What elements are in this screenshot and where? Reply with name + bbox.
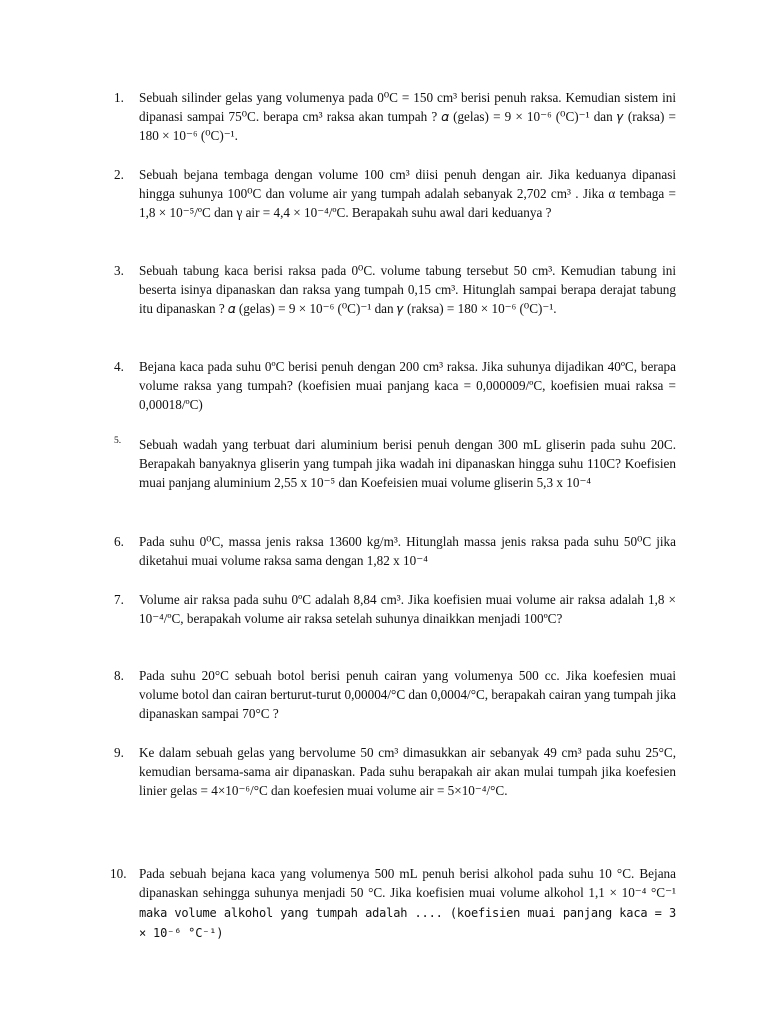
problem-6 bbox=[114, 532, 676, 570]
problem-4 bbox=[114, 357, 676, 414]
problem-9 bbox=[114, 743, 676, 800]
problem-number: 6. bbox=[114, 534, 124, 549]
problem-text: Sebuah silinder gelas yang volumenya pada 0⁰C = 150 cm³ berisi penuh raksa. Kemudian sistem ini dipanasi sampai 75⁰C. berapa cm³ raksa akan tumpah ? 𝛼 (gelas) = 9 × 10⁻⁶ (⁰C)⁻¹ dan 𝛾 (raksa) = 180 × 10⁻⁶ (⁰C)⁻¹. bbox=[139, 90, 676, 143]
problem-number: 3. bbox=[114, 263, 124, 278]
problem-text: Bejana kaca pada suhu 0ºC berisi penuh dengan 200 cm³ raksa. Jika suhunya dijadikan 40ºC, berapa volume raksa yang tumpah? (koefisien muai panjang kaca = 0,000009/ºC, koefisien muai raksa = 0,00018/ºC) bbox=[139, 359, 676, 412]
problem-text: Sebuah bejana tembaga dengan volume 100 cm³ diisi penuh dengan air. Jika keduanya dipanasi hingga suhunya 100⁰C dan volume air yang tumpah adalah sebanyak 2,702 cm³ . Jika α tembaga = 1,8 × 10⁻⁵/ºC dan γ air = 4,4 × 10⁻⁴/ºC. Berapakah suhu awal dari keduanya ? bbox=[139, 167, 676, 220]
problem-text: Volume air raksa pada suhu 0ºC adalah 8,84 cm³. Jika koefisien muai volume air raksa adalah 1,8 × 10⁻⁴/ºC, berapakah volume air raksa setelah suhunya dinaikkan menjadi 100ºC? bbox=[139, 592, 676, 626]
problem-2 bbox=[114, 165, 676, 222]
problem-8 bbox=[114, 666, 676, 723]
problem-text-tail: maka volume alkohol yang tumpah adalah .... (koefisien muai panjang kaca = 3 × 10⁻⁶ °C⁻¹) bbox=[139, 906, 676, 940]
problem-text: Sebuah wadah yang terbuat dari aluminium berisi penuh dengan 300 mL gliserin pada suhu 20C. Berapakah banyaknya gliserin yang tumpah jika wadah ini dipanaskan hingga suhu 110C? Koefisien muai panjang aluminium 2,55 x 10⁻⁵ dan Koefeisien muai volume gliserin 5,3 x 10⁻⁴ bbox=[139, 437, 676, 490]
problem-10 bbox=[110, 864, 676, 943]
problem-5 bbox=[114, 435, 676, 492]
problem-text bbox=[139, 864, 676, 943]
problem-number: 10. bbox=[110, 866, 127, 881]
problem-text: Sebuah tabung kaca berisi raksa pada 0⁰C. volume tabung tersebut 50 cm³. Kemudian tabung ini beserta isinya dipanaskan dan raksa yang tumpah 0,15 cm³. Hitunglah sampai berapa derajat tabung itu dipanaskan ? 𝛼 (gelas) = 9 × 10⁻⁶ (⁰C)⁻¹ dan 𝛾 (raksa) = 180 × 10⁻⁶ (⁰C)⁻¹. bbox=[139, 263, 676, 316]
problem-number: 5. bbox=[114, 436, 122, 446]
problem-number: 4. bbox=[114, 359, 124, 374]
problem-number: 8. bbox=[114, 668, 124, 683]
problem-7 bbox=[114, 590, 676, 628]
problem-text: Ke dalam sebuah gelas yang bervolume 50 cm³ dimasukkan air sebanyak 49 cm³ pada suhu 25°C, kemudian bersama-sama air dipanaskan. Pada suhu berapakah air akan mulai tumpah jika koefesien linier gelas = 4×10⁻⁶/°C dan koefesien muai volume air = 5×10⁻⁴/°C. bbox=[139, 745, 676, 798]
problem-number: 9. bbox=[114, 745, 124, 760]
problem-number: 1. bbox=[114, 90, 124, 105]
problem-text: Pada suhu 0⁰C, massa jenis raksa 13600 kg/m³. Hitunglah massa jenis raksa pada suhu 50⁰C jika diketahui muai volume raksa sama dengan 1,82 x 10⁻⁴ bbox=[139, 534, 676, 568]
problem-number: 7. bbox=[114, 592, 124, 607]
problem-text-main: Pada sebuah bejana kaca yang volumenya 500 mL penuh berisi alkohol pada suhu 10 °C. Bejana dipanaskan sehingga suhunya menjadi 50 °C. Jika koefisien muai volume alkohol 1,1 × 10⁻⁴ °C⁻¹ bbox=[139, 866, 676, 900]
problem-number: 2. bbox=[114, 167, 124, 182]
problem-text: Pada suhu 20°C sebuah botol berisi penuh cairan yang volumenya 500 cc. Jika koefesien muai volume botol dan cairan berturut-turut 0,00004/°C dan 0,0004/°C, berapakah cairan yang tumpah jika dipanaskan sampai 70°C ? bbox=[139, 668, 676, 721]
problem-3 bbox=[114, 261, 676, 318]
problem-1 bbox=[114, 88, 676, 145]
